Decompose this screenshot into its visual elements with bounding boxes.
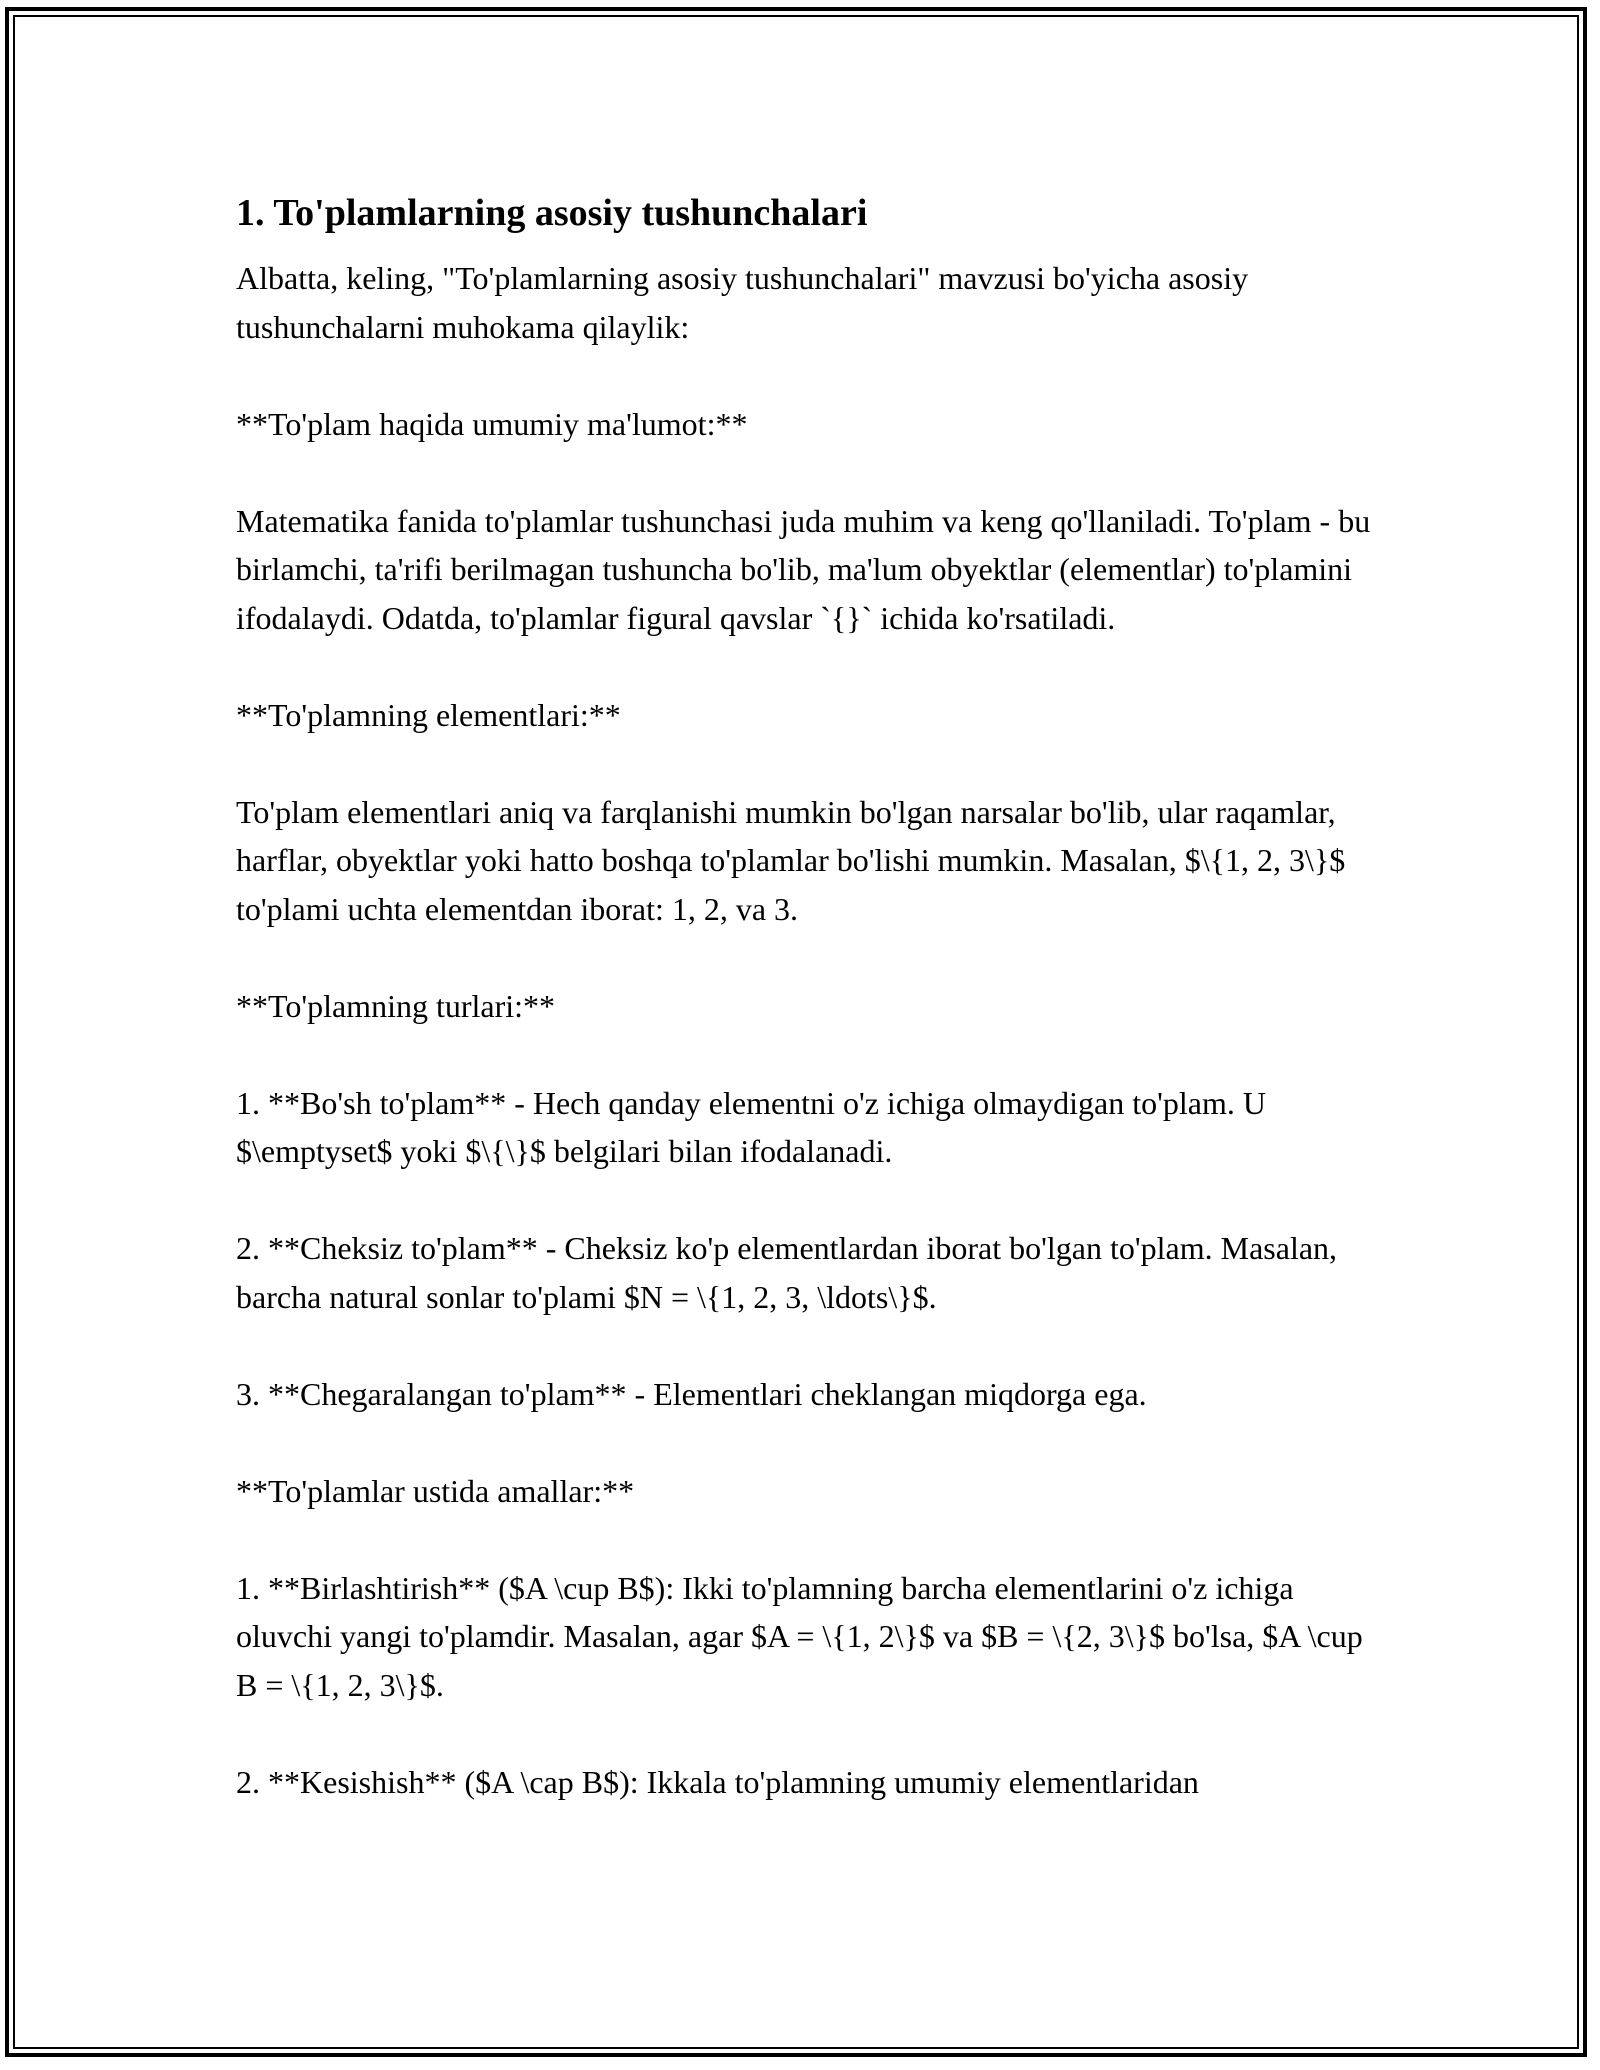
general-info-paragraph: Matematika fanida to'plamlar tushunchasi juda muhim va keng qo'llaniladi. To'plam - bu birlamchi, ta'rifi berilmagan tushuncha bo'lib, ma'lum obyektlar (elementlar) to'plamini ifodalaydi. Odatda, to'plamlar figural qavslar `{}` ichida ko'rsatiladi. xyxy=(236,502,1371,636)
elements-paragraph: To'plam elementlari aniq va farqlanishi mumkin bo'lgan narsalar bo'lib, ular raqamlar, harflar, obyektlar yoki hatto boshqa to'plamlar bo'lishi mumkin. Masalan, $\{1, 2, 3\}$ to'plami uchta elementdan iborat: 1, 2, va 3. xyxy=(236,793,1346,927)
document-title: 1. To'plamlarning asosiy tushunchalari xyxy=(236,192,868,234)
section-heading-operations: **To'plamlar ustida amallar:** xyxy=(236,1472,635,1509)
section-heading-general-info: **To'plam haqida umumiy ma'lumot:** xyxy=(236,405,748,442)
list-item-intersection: 2. **Kesishish** ($A \cap B$): Ikkala to'plamning umumiy elementlaridan xyxy=(236,1763,1199,1800)
section-heading-elements: **To'plamning elementlari:** xyxy=(236,696,621,733)
list-item-empty-set: 1. **Bo'sh to'plam** - Hech qanday elementni o'z ichiga olmaydigan to'plam. U $\emptyset$ yoki $\{\}$ belgilari bilan ifodalanadi. xyxy=(236,1084,1266,1169)
document-body xyxy=(236,188,1386,1806)
intro-paragraph: Albatta, keling, "To'plamlarning asosiy tushunchalari" mavzusi bo'yicha asosiy tushunchalarni muhokama qilaylik: xyxy=(236,260,1249,345)
list-item-infinite-set: 2. **Cheksiz to'plam** - Cheksiz ko'p elementlardan iborat bo'lgan to'plam. Masalan, barcha natural sonlar to'plami $N = \{1, 2, 3, \ldots\}$. xyxy=(236,1230,1338,1315)
section-heading-types: **To'plamning turlari:** xyxy=(236,987,556,1024)
list-item-union: 1. **Birlashtirish** ($A \cup B$): Ikki to'plamning barcha elementlarini o'z ichiga oluvchi yangi to'plamdir. Masalan, agar $A = \{1, 2\}$ va $B = \{2, 3\}$ bo'lsa, $A \cup B = \{1, 2, 3\}$. xyxy=(236,1569,1363,1703)
list-item-bounded-set: 3. **Chegaralangan to'plam** - Elementlari cheklangan miqdorga ega. xyxy=(236,1375,1147,1412)
